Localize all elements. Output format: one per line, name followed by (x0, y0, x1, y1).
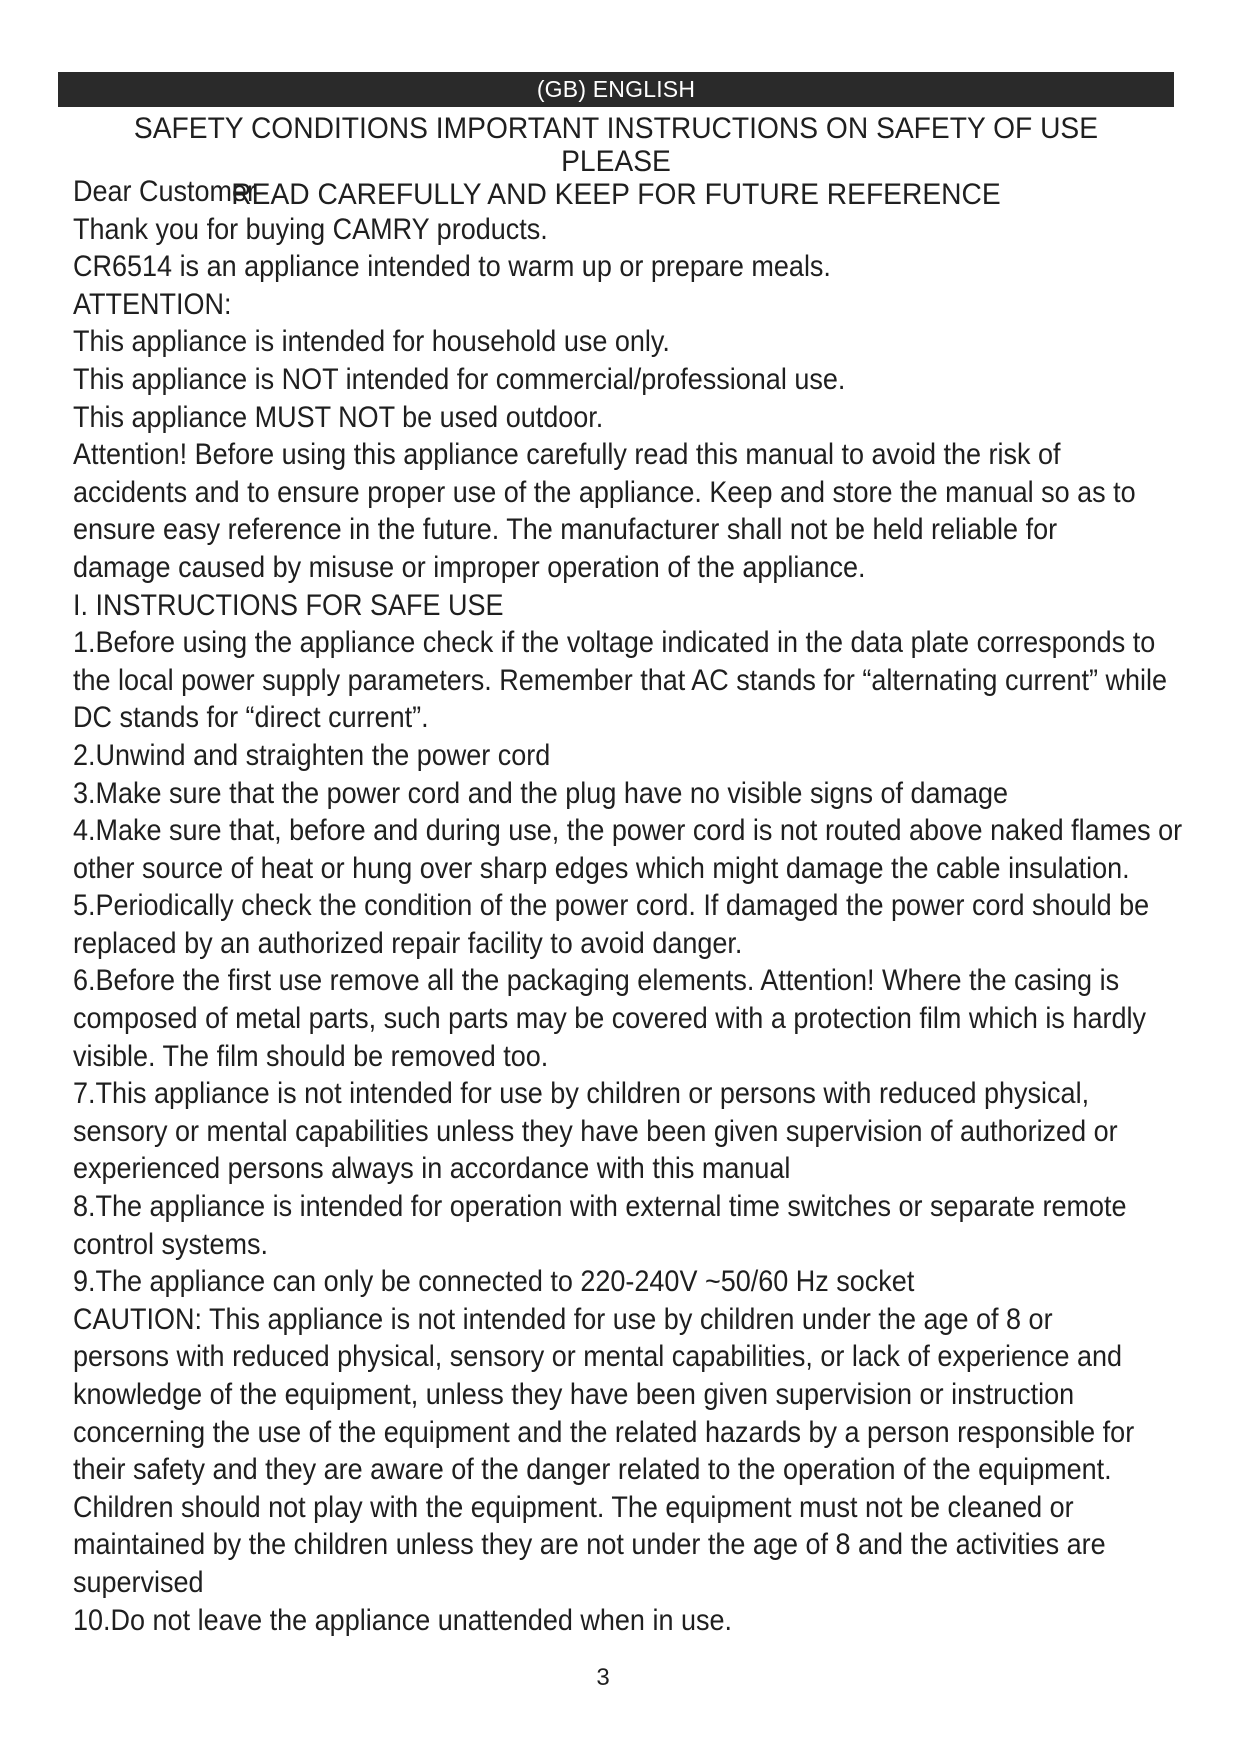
safety-title-line-2: READ CAREFULLY AND KEEP FOR FUTURE REFERENCE (231, 178, 1001, 211)
text-line: accidents and to ensure proper use of the appliance. Keep and store the manual so as to (73, 475, 1136, 509)
text-line: the local power supply parameters. Remember that AC stands for “alternating current” while (73, 663, 1168, 697)
text-line: visible. The film should be removed too. (73, 1039, 549, 1073)
page-number: 3 (596, 1664, 610, 1691)
text-line: their safety and they are aware of the danger related to the operation of the equipment. (73, 1453, 1112, 1487)
text-line: Attention! Before using this appliance carefully read this manual to avoid the risk of (73, 438, 1061, 472)
text-line: 5.Periodically check the condition of the power cord. If damaged the power cord should be (73, 889, 1150, 923)
text-line: 7.This appliance is not intended for use by children or persons with reduced physical, (73, 1077, 1090, 1111)
text-line: persons with reduced physical, sensory or mental capabilities, or lack of experience and (73, 1340, 1123, 1374)
text-line: 10.Do not leave the appliance unattended when in use. (73, 1603, 732, 1637)
text-line: concerning the use of the equipment and the related hazards by a person responsible for (73, 1415, 1135, 1449)
text-line: This appliance MUST NOT be used outdoor. (73, 400, 604, 434)
text-line: Dear Customer (73, 175, 257, 208)
text-line: DC stands for “direct current”. (73, 701, 429, 735)
text-line: other source of heat or hung over sharp edges which might damage the cable insulation. (73, 851, 1130, 885)
text-line: supervised (73, 1565, 204, 1599)
text-line: composed of metal parts, such parts may be covered with a protection film which is hardly (73, 1002, 1146, 1036)
text-line: 1.Before using the appliance check if the voltage indicated in the data plate corresponds to (73, 626, 1156, 660)
text-line: ensure easy reference in the future. The manufacturer shall not be held reliable for (73, 513, 1058, 547)
text-line: control systems. (73, 1227, 269, 1261)
text-line: 8.The appliance is intended for operation with external time switches or separate remote (73, 1190, 1127, 1224)
text-line: Children should not play with the equipment. The equipment must not be cleaned or (73, 1490, 1074, 1524)
language-header-bar: (GB) ENGLISH (58, 72, 1174, 107)
text-line: damage caused by misuse or improper operation of the appliance. (73, 550, 866, 584)
text-line: 4.Make sure that, before and during use, the power cord is not routed above naked flames or (73, 814, 1183, 848)
text-line: ATTENTION: (73, 287, 232, 321)
text-line: Thank you for buying CAMRY products. (73, 212, 548, 246)
text-line: This appliance is intended for household use only. (73, 325, 670, 359)
text-line: CR6514 is an appliance intended to warm up or prepare meals. (73, 250, 831, 284)
text-line: knowledge of the equipment, unless they have been given supervision or instruction (73, 1378, 1075, 1411)
instructions-body (73, 173, 1183, 1639)
safety-title-line-1: SAFETY CONDITIONS IMPORTANT INSTRUCTIONS ON SAFETY OF USE PLEASE (133, 112, 1099, 178)
caution-line: CAUTION: This appliance is not intended for use by children under the age of 8 or (73, 1302, 1053, 1336)
text-line: replaced by an authorized repair facility to avoid danger. (73, 926, 743, 960)
text-line: 9.The appliance can only be connected to 220-240V ~50/60 Hz socket (73, 1265, 915, 1299)
text-line: sensory or mental capabilities unless they have been given supervision of authorized or (73, 1114, 1118, 1148)
text-line: This appliance is NOT intended for commercial/professional use. (73, 362, 846, 396)
text-line: 2.Unwind and straighten the power cord (73, 738, 551, 772)
section-heading: I. INSTRUCTIONS FOR SAFE USE (73, 588, 504, 622)
text-line: 3.Make sure that the power cord and the plug have no visible signs of damage (73, 776, 1009, 810)
text-line: 6.Before the first use remove all the packaging elements. Attention! Where the casing is (73, 964, 1120, 998)
text-line: experienced persons always in accordance with this manual (73, 1152, 791, 1186)
text-line: maintained by the children unless they are not under the age of 8 and the activities are (73, 1528, 1106, 1562)
